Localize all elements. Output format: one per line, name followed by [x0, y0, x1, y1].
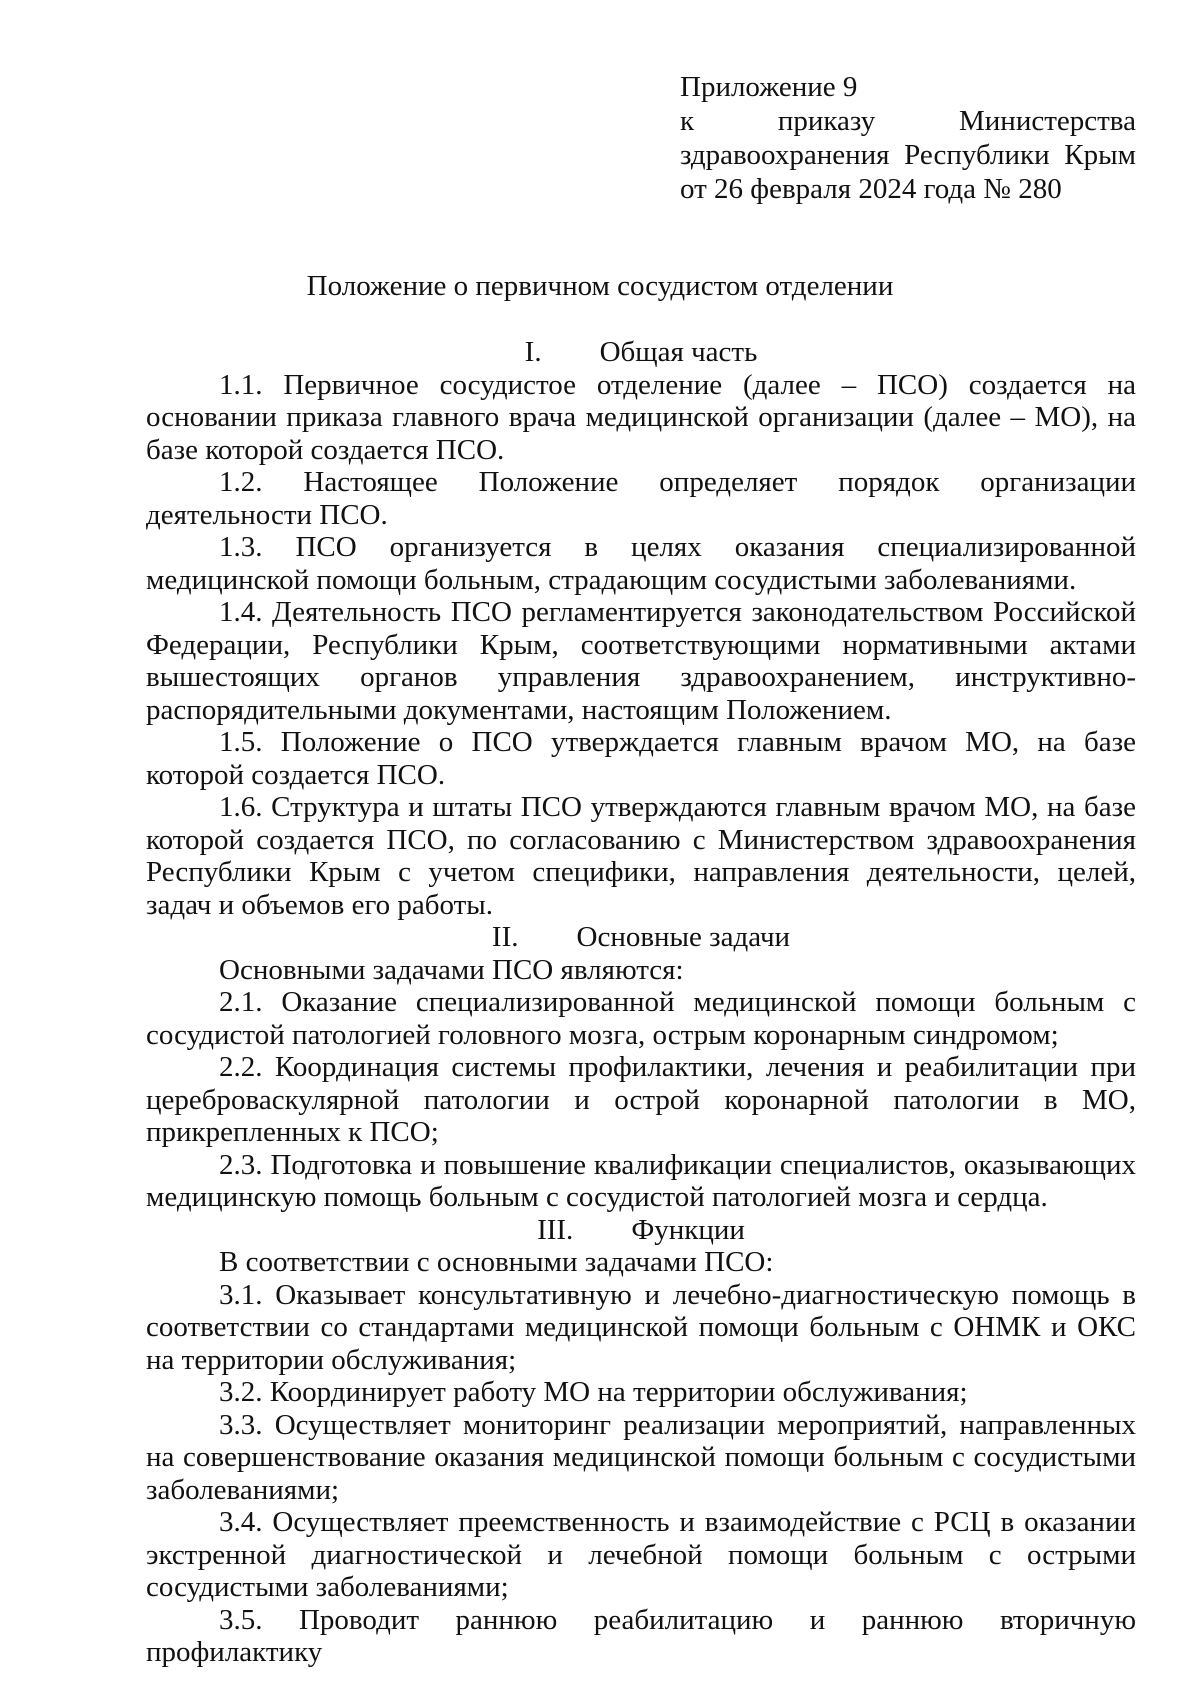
section-heading — [146, 336, 1136, 369]
paragraph: В соответствии с основными задачами ПСО: — [219, 1246, 774, 1278]
section-title: Общая часть — [599, 336, 758, 368]
appendix-number: Приложение 9 — [680, 71, 858, 103]
paragraph: 3.3. Осуществляет мониторинг реализации мероприятий, направленных на совершенствование оказания медицинской помощи больным с сосудистыми заболеваниями; — [146, 1408, 1136, 1506]
paragraph: 1.6. Структура и штаты ПСО утверждаются главным врачом МО, на базе которой создается ПСО, по согласованию с Министерством здравоохранения Республики Крым с учетом специфики, направления деятельности, целей, задач и объемов его работы. — [146, 791, 1136, 921]
section-number: III. — [537, 1213, 574, 1246]
paragraph: 2.3. Подготовка и повышение квалификации специалистов, оказывающих медицинскую помощь больным с сосудистой патологией мозга и сердца. — [146, 1148, 1136, 1213]
paragraph: 2.2. Координация системы профилактики, лечения и реабилитации при цереброваскулярной патологии и острой коронарной патологии в МО, прикрепленных к ПСО; — [146, 1051, 1136, 1148]
paragraph: 1.1. Первичное сосудистое отделение (далее – ПСО) создается на основании приказа главного врача медицинской организации (далее – МО), на базе которой создается ПСО. — [146, 368, 1136, 466]
section-heading — [146, 1214, 1136, 1247]
document-body — [146, 336, 1136, 1669]
paragraph: Основными задачами ПСО являются: — [219, 953, 684, 986]
section-heading — [146, 921, 1136, 954]
appendix-block — [680, 70, 1136, 206]
appendix-ministry: здравоохранения Республики Крым — [680, 139, 1136, 171]
appendix-date: от 26 февраля 2024 года № 280 — [680, 173, 1062, 205]
paragraph: 1.3. ПСО организуется в целях оказания специализированной медицинской помощи больным, страдающим сосудистыми заболеваниями. — [146, 531, 1136, 596]
appendix-order-ref: к приказу Министерства — [680, 105, 1136, 137]
paragraph: 1.4. Деятельность ПСО регламентируется законодательством Российской Федерации, Республики Крым, соответствующими нормативными актами вышестоящих органов управления здравоохранением, инструктивно-распорядительными документами, настоящим Положением. — [146, 596, 1136, 726]
paragraph: 3.2. Координирует работу МО на территории обслуживания; — [219, 1376, 968, 1408]
paragraph: 2.1. Оказание специализированной медицинской помощи больным с сосудистой патологией головного мозга, острым коронарным синдромом; — [146, 986, 1136, 1051]
paragraph: 1.2. Настоящее Положение определяет порядок организации деятельности ПСО. — [146, 466, 1136, 531]
section-title: Функции — [631, 1213, 745, 1246]
section-title: Основные задачи — [576, 921, 791, 953]
paragraph: 3.1. Оказывает консультативную и лечебно-диагностическую помощь в соответствии со стандартами медицинской помощи больным с ОНМК и ОКС на территории обслуживания; — [146, 1278, 1136, 1376]
section-number: II. — [491, 921, 519, 953]
section-number: I. — [524, 336, 542, 368]
paragraph: 3.5. Проводит раннюю реабилитацию и раннюю вторичную профилактику — [146, 1603, 1136, 1668]
paragraph: 3.4. Осуществляет преемственность и взаимодействие с РСЦ в оказании экстренной диагностической и лечебной помощи больным с острыми сосудистыми заболеваниями; — [146, 1506, 1136, 1603]
paragraph: 1.5. Положение о ПСО утверждается главным врачом МО, на базе которой создается ПСО. — [146, 726, 1136, 791]
document-title: Положение о первичном сосудистом отделении — [306, 270, 894, 302]
